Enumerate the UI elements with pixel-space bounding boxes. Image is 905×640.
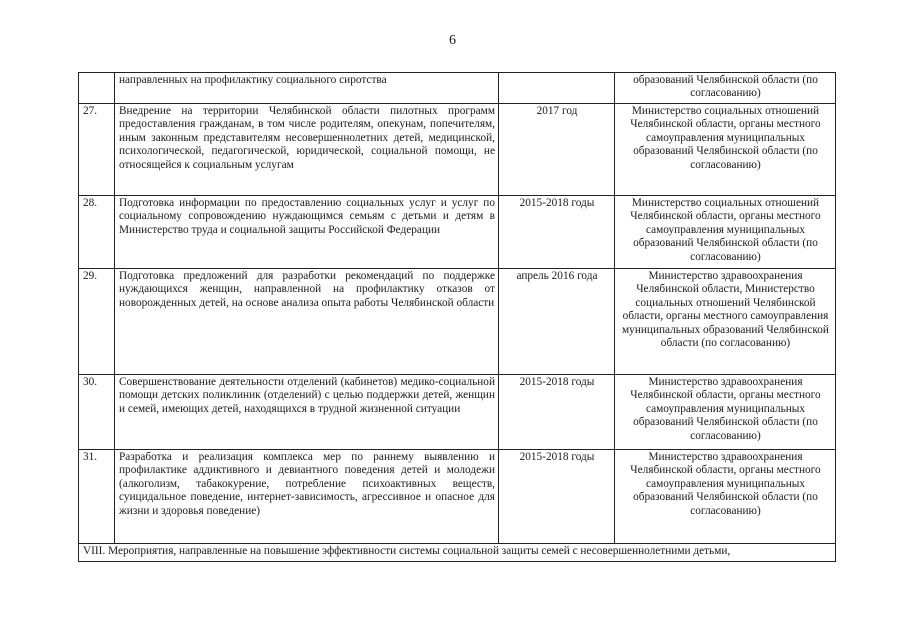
table-row (79, 269, 836, 375)
row-number: 27. (79, 104, 115, 196)
measure-executor: Министерство социальных отношений Челябинской области, органы местного самоуправления муниципальных образований Челябинской области (по согласованию) (615, 196, 836, 269)
row-number: 29. (79, 269, 115, 375)
table-row (79, 375, 836, 450)
table-row (79, 73, 836, 104)
measure-description: Разработка и реализация комплекса мер по раннему выявлению и профилактике аддиктивного и девиантного поведения детей и молодежи (алкоголизм, табакокурение, потребление психоактивных веществ, суицидальное поведение, интернет-зависимость, агрессивное и опасное для жизни и здоровья поведение) (115, 450, 499, 544)
row-number: 28. (79, 196, 115, 269)
table-row (79, 450, 836, 544)
measure-term: 2017 год (499, 104, 615, 196)
measure-description: Совершенствование деятельности отделений (кабинетов) медико-социальной помощи детских поликлиник (отделений) с целью поддержки детей, женщин и семей, имеющих детей, находящихся в трудной жизненной ситуации (115, 375, 499, 450)
measure-executor: Министерство здравоохранения Челябинской области, органы местного самоуправления муниципальных образований Челябинской области (по согласованию) (615, 450, 836, 544)
table-row (79, 196, 836, 269)
measure-description: Подготовка предложений для разработки рекомендаций по поддержке нуждающихся женщин, направленной на профилактику отказов от новорожденных детей, на основе анализа опыта работы Челябинской области (115, 269, 499, 375)
measure-term: 2015-2018 годы (499, 375, 615, 450)
measure-term: апрель 2016 года (499, 269, 615, 375)
measure-term (499, 73, 615, 104)
table-row (79, 104, 836, 196)
row-number: 30. (79, 375, 115, 450)
measure-description: направленных на профилактику социального сиротства (115, 73, 499, 104)
page-number: 6 (449, 33, 456, 48)
row-number (79, 73, 115, 104)
measures-table (78, 72, 836, 562)
measure-term: 2015-2018 годы (499, 196, 615, 269)
measure-term: 2015-2018 годы (499, 450, 615, 544)
measure-executor: Министерство социальных отношений Челябинской области, органы местного самоуправления муниципальных образований Челябинской области (по согласованию) (615, 104, 836, 196)
measure-executor: Министерство здравоохранения Челябинской области, Министерство социальных отношений Челябинской области, органы местного самоуправления муниципальных образований Челябинской области (по согласованию) (615, 269, 836, 375)
measure-description: Подготовка информации по предоставлению социальных услуг и услуг по социальному сопровождению нуждающимся семьям с детьми и детям в Министерство труда и социальной защиты Российской Федерации (115, 196, 499, 269)
measure-executor: Министерство здравоохранения Челябинской области, органы местного самоуправления муниципальных образований Челябинской области (по согласованию) (615, 375, 836, 450)
row-number: 31. (79, 450, 115, 544)
measure-description: Внедрение на территории Челябинской области пилотных программ предоставления гражданам, в том числе родителям, опекунам, попечителям, иным законным представителям несовершеннолетних детей, медицинской, психологической, педагогической, юридической, социальной помощи, не относящейся к социальным услугам (115, 104, 499, 196)
section-heading: VIII. Мероприятия, направленные на повышение эффективности системы социальной защиты семей с несовершеннолетними детьми, (79, 544, 836, 562)
section-heading-row (79, 544, 836, 562)
measure-executor: образований Челябинской области (по согласованию) (615, 73, 836, 104)
